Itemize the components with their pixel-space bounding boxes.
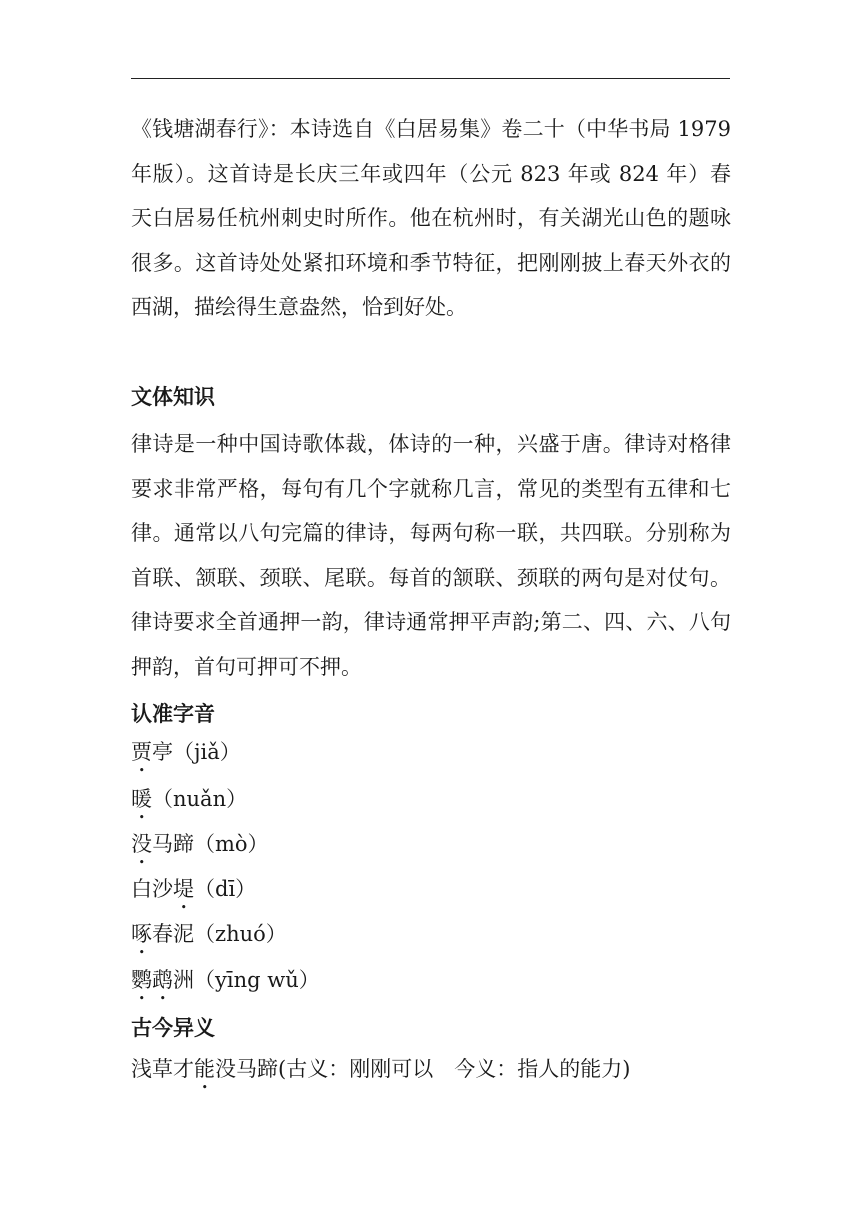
pinyin: （nuǎn） bbox=[152, 787, 248, 811]
emphasized-char: 没 bbox=[131, 832, 152, 856]
word-text: 洲 bbox=[173, 968, 194, 992]
emphasized-char: 堤 bbox=[173, 877, 194, 901]
header-rule bbox=[131, 78, 730, 79]
pronunciation-item bbox=[131, 784, 247, 824]
emphasized-char: 能 bbox=[194, 1057, 215, 1081]
section-heading-pronunciation: 认准字音 bbox=[131, 702, 215, 726]
emphasized-char: 暖 bbox=[131, 787, 152, 811]
section-heading-ancient-modern: 古今异义 bbox=[131, 1016, 215, 1040]
pronunciation-item bbox=[131, 874, 256, 914]
intro-paragraph: 《钱塘湖春行》：本诗选自《白居易集》卷二十（中华书局 1979 年版）。这首诗是长庆三年或四年（公元 823 年或 824 年）春天白居易任杭州刺史时所作。他在杭州时，有关湖光山色的题咏很多。这首诗处处紧扣环境和季节特征，把刚刚披上春天外衣的西湖，描绘得生意盎然，恰到好处。 bbox=[131, 117, 731, 319]
pronunciation-item bbox=[131, 829, 269, 869]
genre-paragraph: 律诗是一种中国诗歌体裁，体诗的一种，兴盛于唐。律诗对格律要求非常严格，每句有几个字就称几言，常见的类型有五律和七律。通常以八句完篇的律诗，每两句称一联，共四联。分别称为首联、颔联、颈联、尾联。每首的颔联、颈联的两句是对仗句。律诗要求全首通押一韵，律诗通常押平声韵;第二、四、六、八句押韵，首句可押可不押。 bbox=[131, 432, 731, 679]
word-text: 马蹄 bbox=[152, 832, 194, 856]
emphasized-char: 啄 bbox=[131, 922, 152, 946]
pinyin: （mò） bbox=[194, 832, 269, 856]
word-text: 没马蹄(古义：刚刚可以 今义：指人的能力) bbox=[215, 1057, 631, 1081]
pronunciation-item bbox=[131, 919, 287, 959]
word-text: 白沙 bbox=[131, 877, 173, 901]
pronunciation-item bbox=[131, 737, 241, 777]
section-heading-genre: 文体知识 bbox=[131, 385, 215, 409]
emphasized-char: 鹦鹉 bbox=[131, 968, 173, 992]
word-text: 亭 bbox=[152, 740, 173, 764]
emphasized-char: 贾 bbox=[131, 740, 152, 764]
word-text: 春泥 bbox=[152, 922, 194, 946]
pinyin: （jiǎ） bbox=[173, 740, 241, 764]
pinyin: （yīng wǔ） bbox=[194, 968, 320, 992]
word-text: 浅草才 bbox=[131, 1057, 194, 1081]
pinyin: （zhuó） bbox=[194, 922, 287, 946]
ancient-modern-item bbox=[131, 1054, 630, 1094]
pronunciation-item bbox=[131, 965, 320, 1005]
pinyin: （dī） bbox=[194, 877, 257, 901]
